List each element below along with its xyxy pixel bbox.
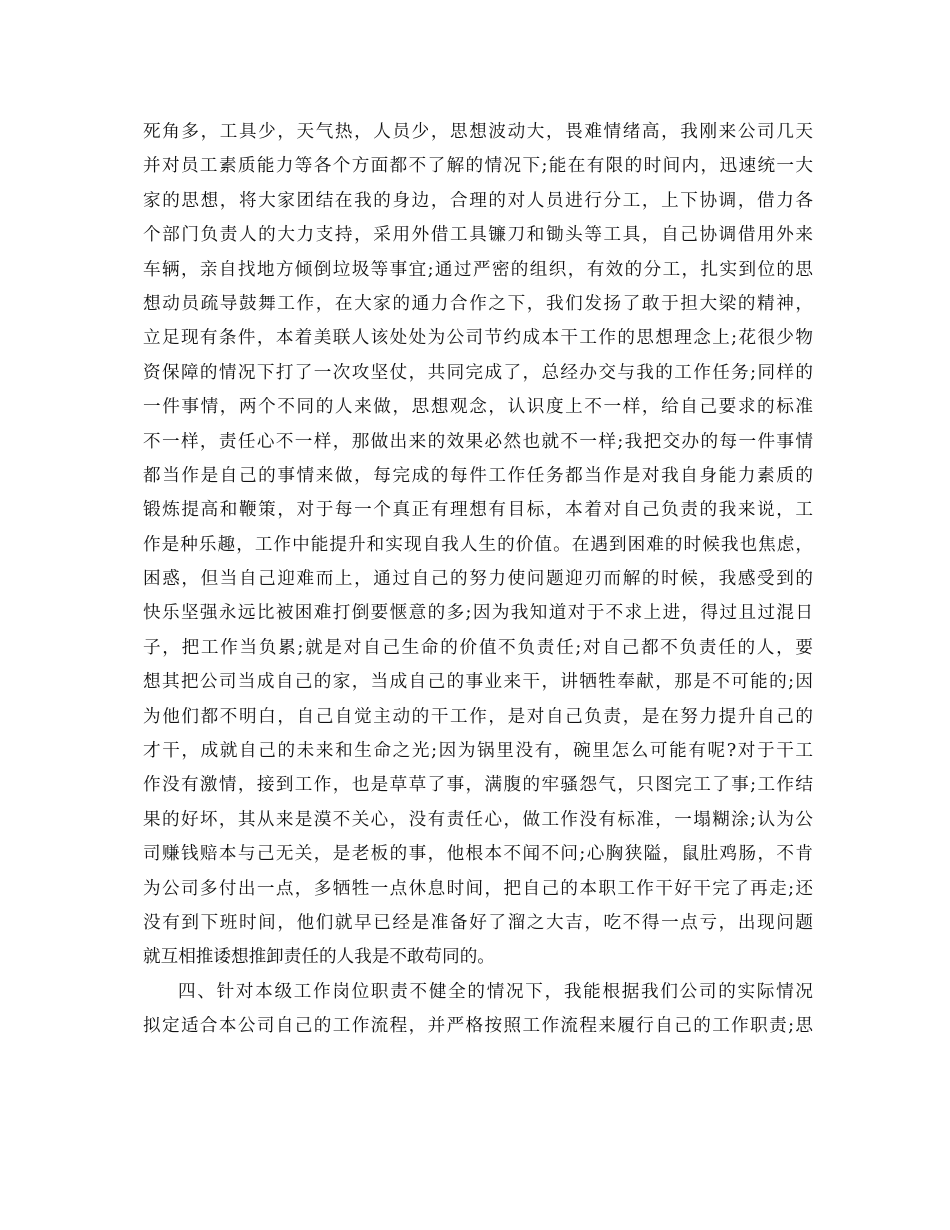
paragraph-1-line-15: 快乐坚强永远比被困难打倒要惬意的多;因为我知道对于不求上进，得过且过混日 [143,603,813,624]
paragraph-1-line-5: 车辆，亲自找地方倾倒垃圾等事宜;通过严密的组织，有效的分工，扎实到位的思 [143,259,813,280]
paragraph-2-line-2: 拟定适合本公司自己的工作流程，并严格按照工作流程来履行自己的工作职责;思 [143,1016,813,1037]
paragraph-1-line-19: 才干，成就自己的未来和生命之光;因为锅里没有，碗里怎么可能有呢?对于干工 [143,741,813,762]
paragraph-1-line-1: 死角多，工具少，天气热，人员少，思想波动大，畏难情绪高，我刚来公司几天 [143,122,813,142]
paragraph-1-line-6: 想动员疏导鼓舞工作，在大家的通力合作之下，我们发扬了敢于担大梁的精神， [143,293,813,314]
paragraph-1-line-4: 个部门负责人的大力支持，采用外借工具镰刀和锄头等工具，自己协调借用外来 [143,225,813,246]
paragraph-1-line-21: 果的好坏，其从来是漠不关心，没有责任心，做工作没有标准，一塌糊涂;认为公 [143,809,813,830]
paragraph-1-line-8: 资保障的情况下打了一次攻坚仗，共同完成了，总经办交与我的工作任务;同样的 [143,362,813,383]
paragraph-1-line-14: 困惑，但当自己迎难而上，通过自己的努力使问题迎刃而解的时候，我感受到的 [143,569,813,590]
paragraph-1-line-23: 为公司多付出一点，多牺牲一点休息时间，把自己的本职工作干好干完了再走;还 [143,878,813,899]
paragraph-1-line-16: 子，把工作当负累;就是对自己生命的价值不负责任;对自己都不负责任的人，要 [143,637,813,658]
paragraph-1-line-9: 一件事情，两个不同的人来做，思想观念，认识度上不一样，给自己要求的标准 [143,397,813,418]
paragraph-1-line-10: 不一样，责任心不一样，那做出来的效果必然也就不一样;我把交办的每一件事情 [143,431,813,452]
paragraph-1-line-20: 作没有激情，接到工作，也是草草了事，满腹的牢骚怨气，只图完工了事;工作结 [143,775,813,796]
paragraph-1-line-24: 没有到下班时间，他们就早已经是准备好了溜之大吉，吃不得一点亏，出现问题 [143,912,813,933]
paragraph-1-line-3: 家的思想，将大家团结在我的身边，合理的对人员进行分工，上下协调，借力各 [143,190,813,211]
paragraph-1-line-7: 立足现有条件，本着美联人该处处为公司节约成本干工作的思想理念上;花很少物 [143,328,813,349]
paragraph-1-line-11: 都当作是自己的事情来做，每完成的每件工作任务都当作是对我自身能力素质的 [143,465,813,486]
paragraph-1-line-2: 并对员工素质能力等各个方面都不了解的情况下;能在有限的时间内，迅速统一大 [143,156,813,177]
paragraph-1 [143,115,813,975]
paragraph-1-line-22: 司赚钱赔本与己无关，是老板的事，他根本不闻不问;心胸狭隘，鼠肚鸡肠，不肯 [143,844,813,865]
paragraph-1-line-17: 想其把公司当成自己的家，当成自己的事业来干，讲牺牲奉献，那是不可能的;因 [143,672,813,693]
paragraph-1-line-12: 锻炼提高和鞭策，对于每一个真正有理想有目标，本着对自己负责的我来说，工 [143,500,813,521]
paragraph-1-line-18: 为他们都不明白，自己自觉主动的干工作，是对自己负责，是在努力提升自己的 [143,706,813,727]
paragraph-1-line-13: 作是种乐趣，工作中能提升和实现自我人生的价值。在遇到困难的时候我也焦虑， [143,534,813,555]
paragraph-2-line-1: 四、针对本级工作岗位职责不健全的情况下，我能根据我们公司的实际情况 [178,981,813,1002]
document-body [143,115,813,1044]
paragraph-1-line-25: 就互相推诿想推卸责任的人我是不敢苟同的。 [143,947,495,968]
paragraph-2 [143,975,813,1044]
